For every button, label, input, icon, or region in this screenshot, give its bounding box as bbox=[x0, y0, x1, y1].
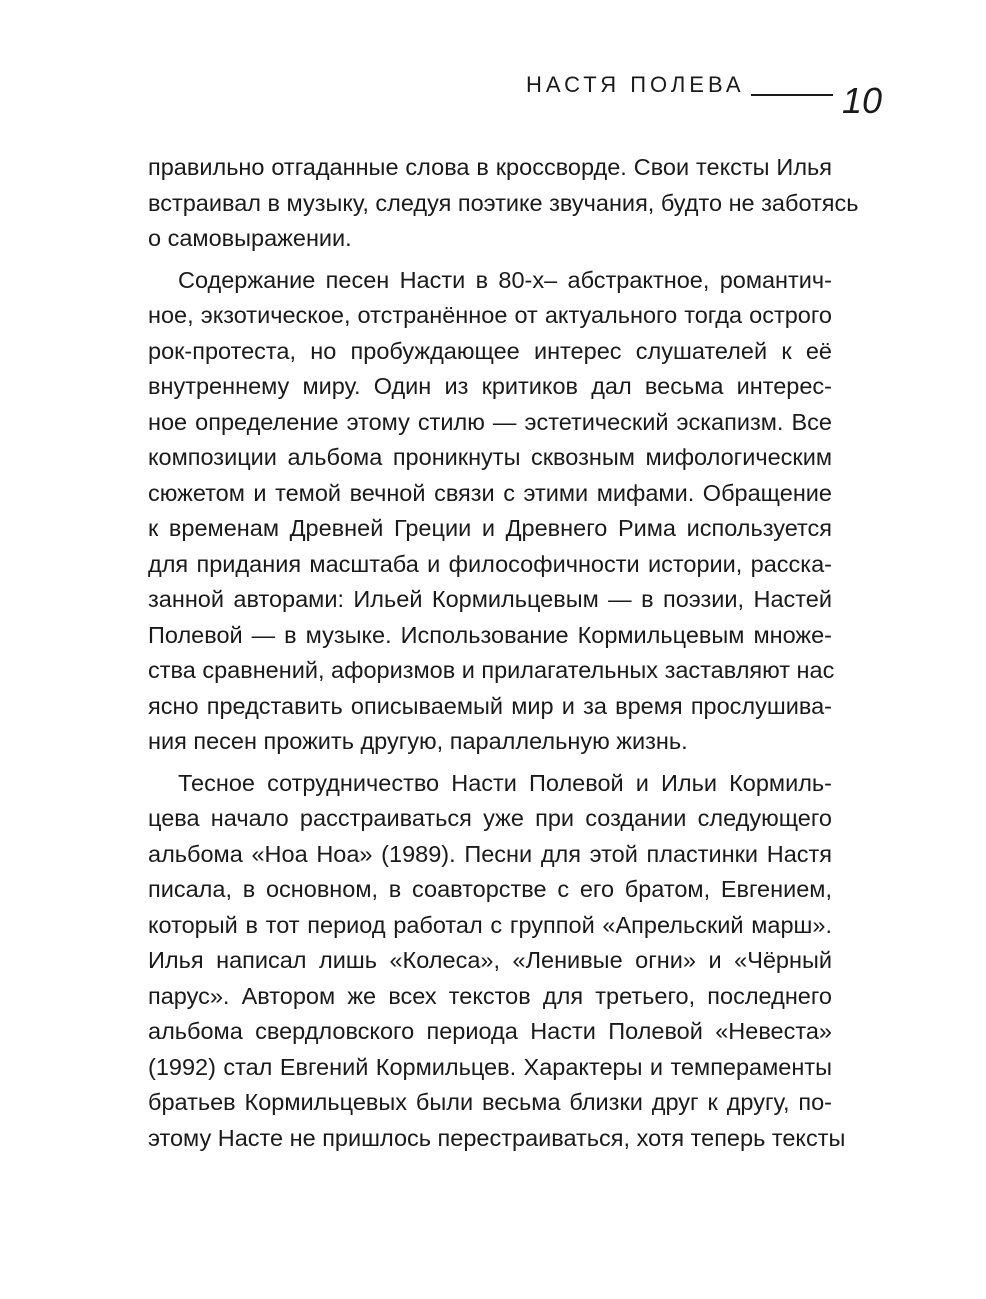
running-head bbox=[526, 72, 833, 98]
text-line: правильно отгаданные слова в кроссворде. Свои тексты Илья bbox=[148, 154, 832, 180]
text-line: к временам Древней Греции и Древнего Рима используется bbox=[148, 515, 832, 541]
text-line: (1992) стал Евгений Кормильцев. Характеры и темпераменты bbox=[148, 1053, 832, 1080]
text-line: композиции альбома проникнуты сквозным мифологическим bbox=[148, 444, 832, 470]
text-line: ное, экзотическое, отстранённое от актуального тогда острого bbox=[148, 302, 832, 328]
paragraph bbox=[148, 150, 859, 257]
author-name: НАСТЯ ПОЛЕВА bbox=[526, 72, 745, 97]
text-line: встраивал в музыку, следуя поэтике звучания, будто не заботясь bbox=[148, 189, 859, 216]
text-line: внутреннему миру. Один из критиков дал весьма интерес- bbox=[148, 373, 832, 399]
text-line: занной авторами: Ильей Кормильцевым — в поэзии, Настей bbox=[148, 586, 832, 612]
text-line: цева начало расстраиваться уже при создании следующего bbox=[148, 805, 832, 831]
text-line: Содержание песен Насти в 80-х– абстрактное, романтич- bbox=[178, 266, 832, 293]
text-line: ясно представить описываемый мир и за время прослушива- bbox=[148, 692, 832, 719]
text-line: ное определение этому стилю — эстетический эскапизм. Все bbox=[148, 408, 832, 435]
text-line: ния песен прожить другую, параллельную жизнь. bbox=[148, 728, 688, 754]
text-line: писала, в основном, в соавторстве с его братом, Евгением, bbox=[148, 876, 832, 902]
text-line: альбома «Ноа Ноа» (1989). Песни для этой пластинки Настя bbox=[148, 840, 832, 867]
text-line: Илья написал лишь «Колеса», «Ленивые огни» и «Чёрный bbox=[148, 947, 832, 973]
text-line: о самовыражении. bbox=[148, 225, 352, 251]
text-line: этому Насте не пришлось перестраиваться, хотя теперь тексты bbox=[148, 1124, 846, 1151]
body-text bbox=[148, 150, 859, 1156]
text-line: альбома свердловского периода Насти Полевой «Невеста» bbox=[148, 1018, 832, 1044]
paragraph bbox=[148, 766, 846, 1157]
paragraph bbox=[148, 263, 835, 760]
text-line: братьев Кормильцевых были весьма близки друг к другу, по- bbox=[148, 1089, 832, 1115]
text-line: Тесное сотрудничество Насти Полевой и Ильи Кормиль- bbox=[178, 769, 832, 796]
text-line: который в тот период работал с группой «Апрельский марш». bbox=[148, 911, 832, 938]
text-line: рок-протеста, но пробуждающее интерес слушателей к её bbox=[148, 337, 832, 364]
text-line: сюжетом и темой вечной связи с этими мифами. Обращение bbox=[148, 479, 832, 506]
text-line: парус». Автором же всех текстов для третьего, последнего bbox=[148, 982, 832, 1009]
text-line: Полевой — в музыке. Использование Кормильцевым множе- bbox=[148, 621, 832, 648]
page-number: 10 bbox=[842, 80, 883, 121]
text-line: для придания масштаба и философичности истории, расска- bbox=[148, 550, 832, 577]
header-rule bbox=[751, 94, 833, 96]
text-line: ства сравнений, афоризмов и прилагательных заставляют нас bbox=[148, 657, 835, 683]
